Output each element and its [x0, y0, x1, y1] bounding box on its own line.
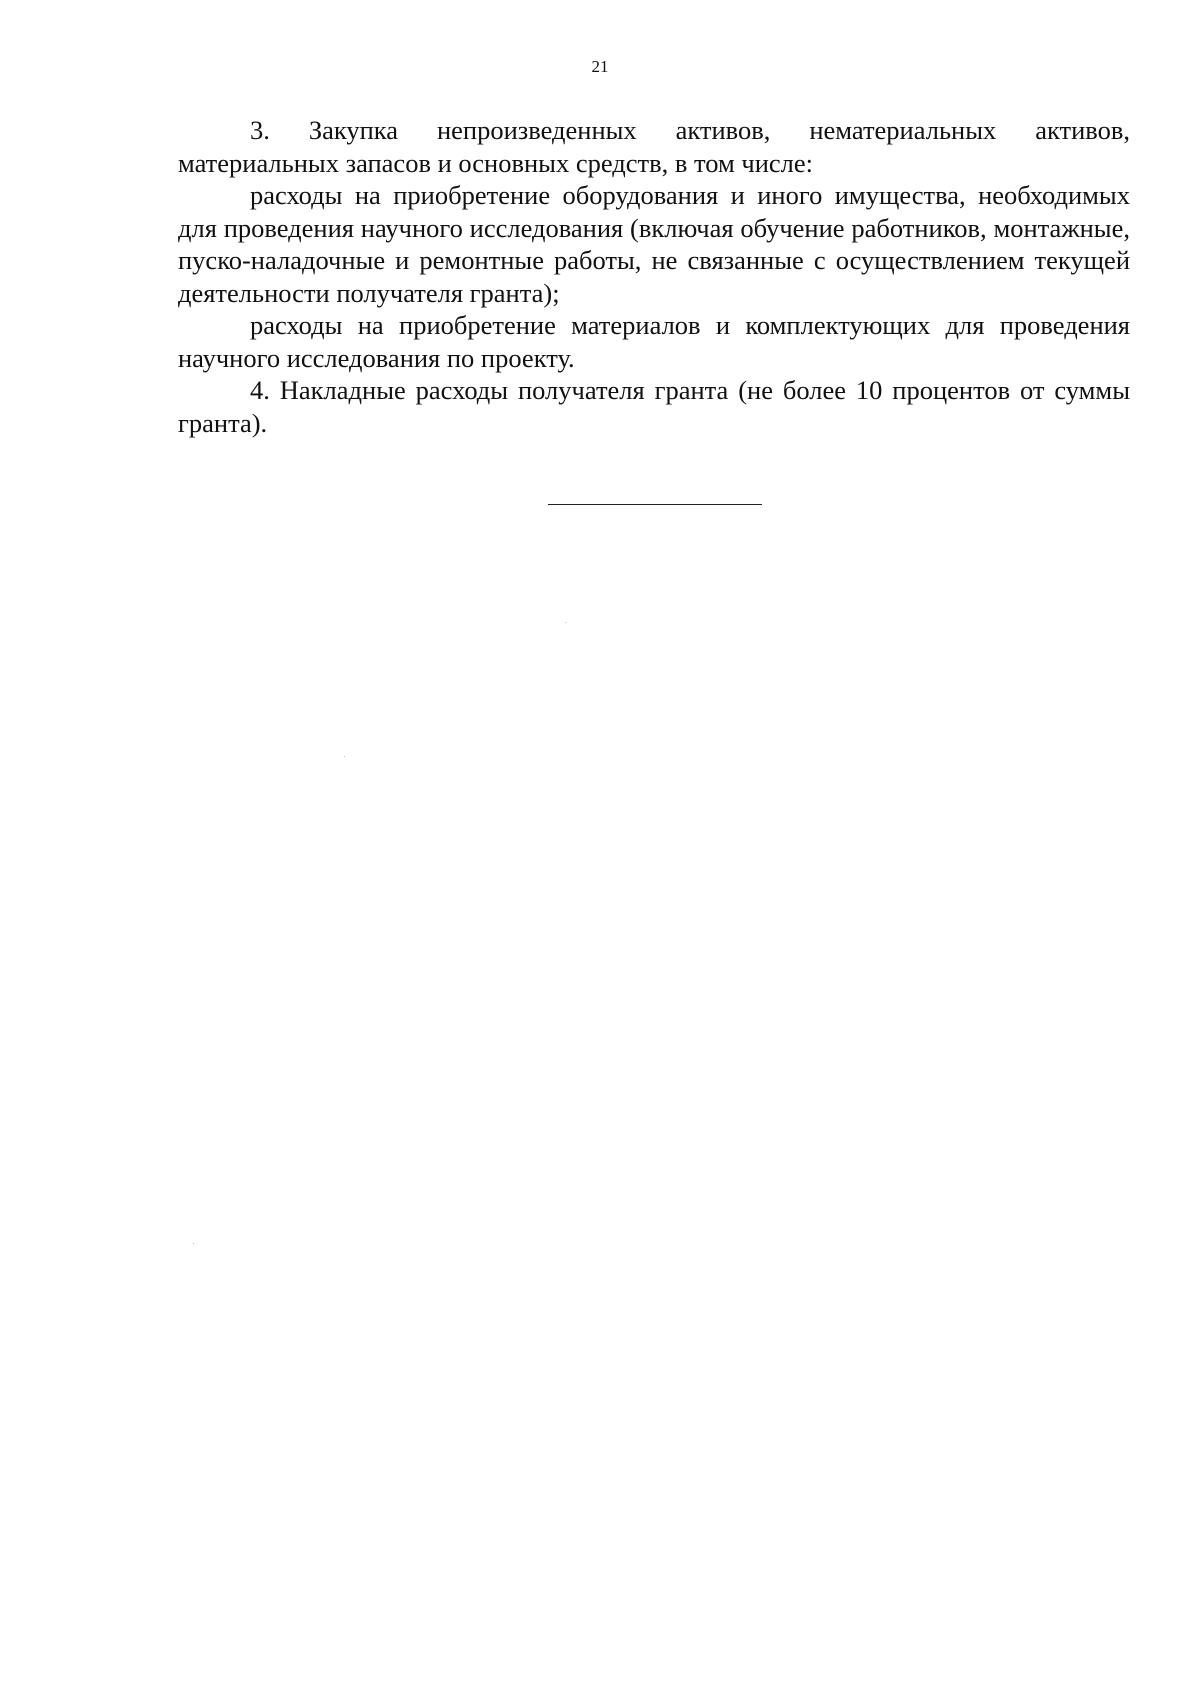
end-of-text-rule: [548, 504, 762, 505]
scan-speck: [565, 622, 566, 623]
paragraph-item-3-purchases: 3. Закупка непроизведенных активов, нематериальных активов, материальных запасов и основных средств, в том числе:: [178, 115, 1130, 178]
paragraph-equipment-expenses: расходы на приобретение оборудования и иного имущества, необходимых для проведения научного исследования (включая обучение работников, монтажные, пуско-наладочные и ремонтные работы, не связанные с осуществлением текущей деятельности получателя гранта);: [178, 180, 1130, 308]
document-body: [178, 114, 1130, 439]
page-number: 21: [591, 57, 609, 76]
paragraph-materials-expenses: расходы на приобретение материалов и комплектующих для проведения научного исследования по проекту.: [178, 310, 1130, 373]
scan-speck: [193, 1243, 194, 1244]
scan-speck: [344, 756, 345, 757]
paragraph-item-4-overhead: 4. Накладные расходы получателя гранта (не более 10 процентов от суммы гранта).: [178, 375, 1130, 438]
